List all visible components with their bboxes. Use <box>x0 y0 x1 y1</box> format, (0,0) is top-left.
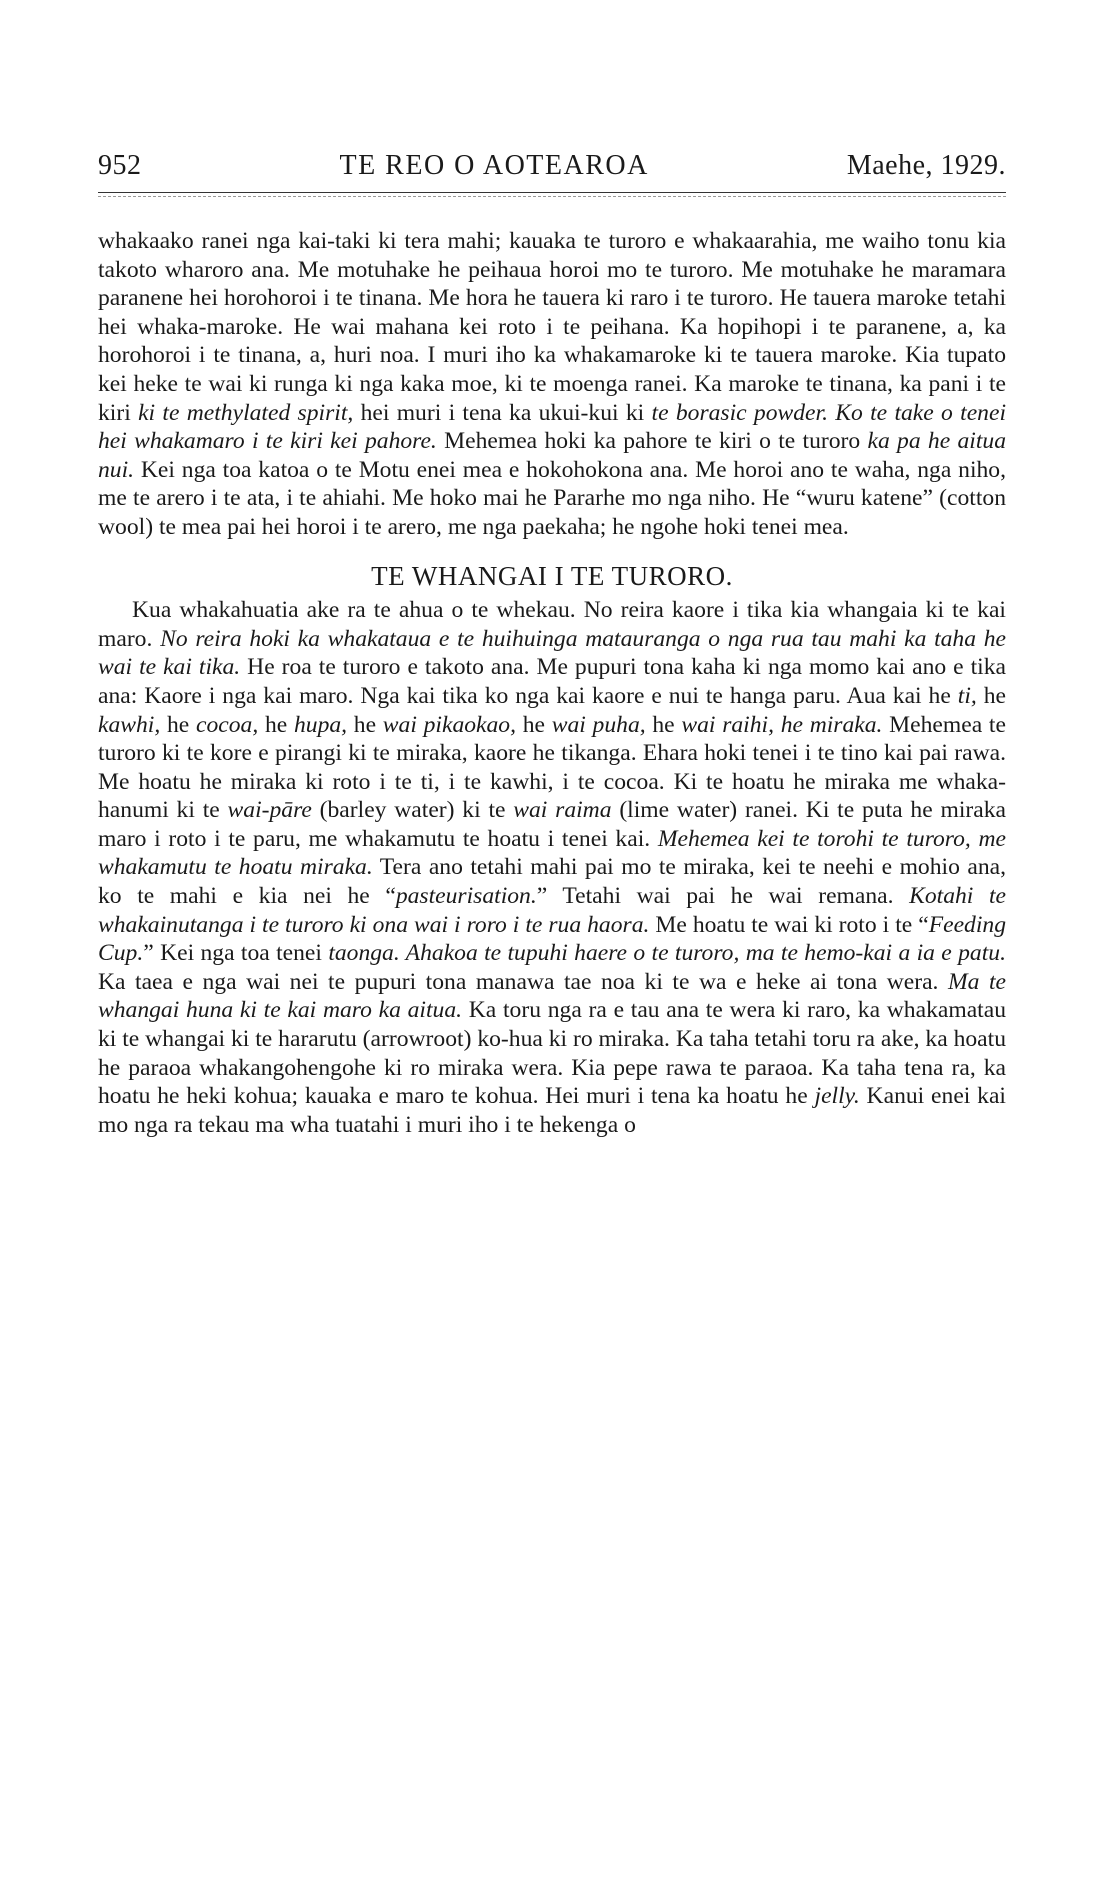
text-run: taonga. Ahakoa te tupuhi haere o te turoro, ma te hemo-kai a ia e patu. <box>328 940 1006 967</box>
text-run: Ka toru nga ra e tau ana te wera ki raro, ka whakamatau ki te whangai ki te hararutu (arrowroot) ko-hua ki ro miraka. Ka taha tetahi toru ra ake, ka hoatu he paraoa whakangohengohe ki ro miraka wera. Kia pepe rawa te paraoa. Ka taha tena ra, ka hoatu he heki kohua; kauaka e maro te kohua. Hei muri i tena ka hoatu he <box>98 997 1007 1110</box>
text-run: (lime water) ranei. Ki te puta he miraka maro i roto i te paru, me whakamutu te hoatu i tenei kai. <box>98 797 1006 852</box>
text-run: he <box>516 711 552 738</box>
text-run: wai pikaokao, <box>382 711 516 738</box>
text-run: Mehemea te turoro ki te kore e pirangi ki te miraka, kaore he tikanga. Ehara hoki tenei i te tino kai pai rawa. Me hoatu he miraka ki roto i te ti, i te kawhi, i te cocoa. Ki te hoatu he miraka me whaka-hanumi ki te <box>98 711 1006 824</box>
text-run: ka pa he aitua nui. <box>98 428 1006 483</box>
document-page <box>98 150 1006 1139</box>
page-number: 952 <box>98 150 142 181</box>
article-body <box>98 227 1006 1139</box>
section-heading: TE WHANGAI I TE TURORO. <box>371 560 733 591</box>
text-run: Ka taea e nga wai nei te pupuri tona manawa tae noa ki te wa e heke ai tona wera. <box>98 968 948 995</box>
text-run: Me hoatu te wai ki roto i te “ <box>649 911 929 938</box>
text-run: hupa, <box>293 711 348 738</box>
issue-date: Maehe, 1929. <box>846 150 1006 181</box>
text-run: cocoa, <box>196 711 259 738</box>
text-run: Mehemea kei te torohi te turoro, me whakamutu te hoatu miraka. <box>98 825 1006 881</box>
text-run: he <box>347 711 383 738</box>
text-run: ” Tetahi wai pai he wai remana. <box>536 883 910 910</box>
text-run: Kotahi te whakainutanga i te turoro ki ona wai i roro i te rua haora. <box>98 883 1006 938</box>
text-run: he <box>645 711 682 738</box>
text-run: wai raihi, he miraka. <box>681 711 883 738</box>
text-run: jelly. <box>814 1083 860 1110</box>
text-run: Feeding Cup. <box>98 911 1006 967</box>
text-run: ti, <box>957 682 977 709</box>
text-run: he <box>160 711 196 738</box>
header-rule <box>98 196 1006 197</box>
text-run: te borasic powder. Ko te take o tenei hei whakamaro i te kiri kei pahore. <box>98 399 1007 455</box>
text-run: Mehemea hoki ka pahore te kiri o te turoro <box>436 428 868 455</box>
text-run: Kanui enei kai mo nga ra tekau ma wha tuatahi i muri iho i te hekenga o <box>98 1083 1006 1138</box>
text-run: Ma te whangai huna ki te kai maro ka aitua. <box>98 968 1006 1024</box>
text-run: he <box>976 682 1006 709</box>
text-run: Kei nga toa katoa o te Motu enei mea e hokohokona ana. Me horoi ano te waha, nga niho, me te arero i te ata, i te ahiahi. Me hoko mai he Pararhe mo nga niho. He “wuru katene” (cotton wool) te mea pai hei horoi i te arero, me nga paekaha; he ngohe hoki tenei mea. <box>98 456 1006 540</box>
text-run: whakaako ranei nga kai-taki ki tera mahi; kauaka te turoro e whakaarahia, me waiho tonu kia takoto wharoro ana. Me motuhake he peihaua horoi mo te turoro. Me motuhake he maramara paranene hei horohoroi i te tinana. Me hora he tauera ki raro i te turoro. He tauera maroke tetahi hei whaka-maroke. He wai mahana kei roto i te peihana. Ka hopihopi i te paranene, a, ka horohoroi i te tinana, a, huri noa. I muri iho ka whakamaroke ki te tauera maroke. Kia tupato kei heke te wai ki runga ki nga kaka moe, ki te moenga ranei. Ka maroke te tinana, ka pani i te kiri <box>98 228 1006 426</box>
text-run: hei muri i tena ka ukui-kui ki <box>353 399 652 426</box>
text-run: kawhi, <box>98 711 161 738</box>
text-run: pasteurisation. <box>395 883 537 910</box>
text-run: No reira hoki ka whakataua e te huihuinga matauranga o nga rua tau mahi ka taha he wai te kai tika. <box>98 625 1006 681</box>
text-run: Tera ano tetahi mahi pai mo te miraka, kei te neehi e mohio ana, ko te mahi e kia nei he “ <box>98 854 1006 910</box>
text-run: wai puha, <box>551 711 646 738</box>
text-run: wai-pāre <box>227 797 312 824</box>
paragraph-feeding <box>98 596 1006 1139</box>
text-run: Kua whakahuatia ake ra te ahua o te whekau. No reira kaore i tika kia whangaia ki te kai maro. <box>98 597 1006 652</box>
text-run: he <box>258 711 294 738</box>
text-run: (barley water) ki te <box>311 797 514 824</box>
running-header <box>98 150 1006 193</box>
text-run: He roa te turoro e takoto ana. Me pupuri tona kaha ki nga momo kai ano e tika ana: Kaore i nga kai maro. Nga kai tika ko nga kai kaore e nui te hanga paru. Aua kai he <box>98 654 1006 709</box>
paragraph-hygiene <box>98 227 1006 542</box>
journal-title: TE REO O AOTEAROA <box>339 150 649 181</box>
text-run: ” Kei nga toa tenei <box>143 940 329 967</box>
text-run: wai raima <box>513 797 612 824</box>
text-run: ki te methylated spirit, <box>138 399 354 426</box>
